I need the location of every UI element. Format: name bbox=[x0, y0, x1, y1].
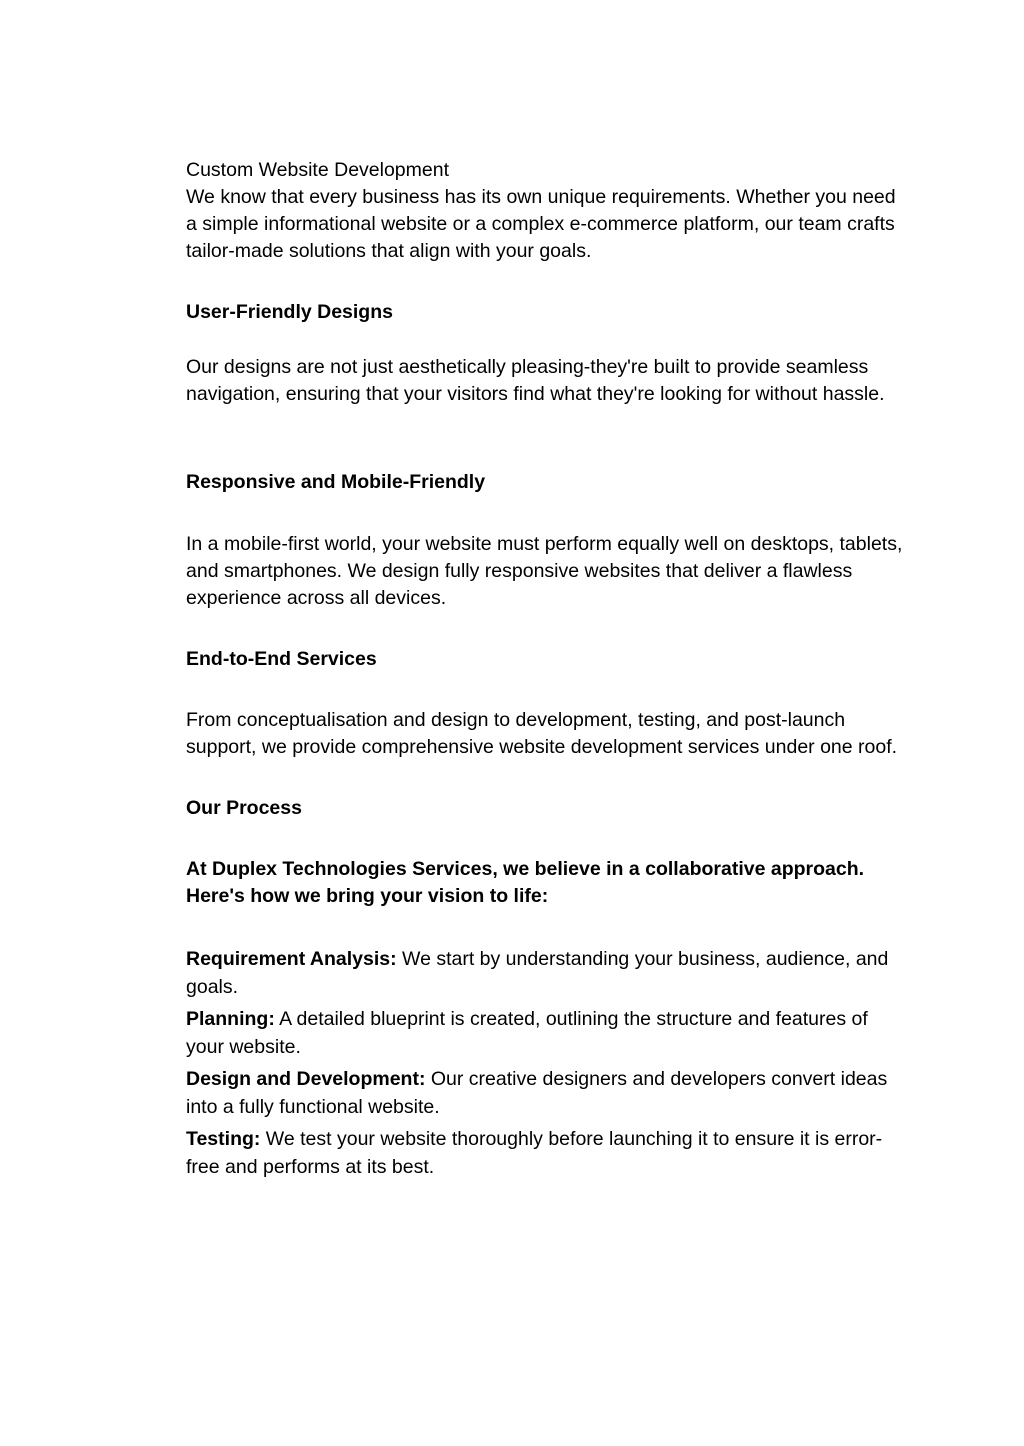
step-text: We test your website thoroughly before launching it to ensure it is error-free and performs at its best. bbox=[186, 1128, 883, 1178]
heading-our-process: Our Process bbox=[186, 797, 302, 819]
process-step bbox=[186, 945, 906, 1001]
heading-responsive: Responsive and Mobile-Friendly bbox=[186, 471, 486, 493]
step-text: A detailed blueprint is created, outlining the structure and features of your website. bbox=[186, 1008, 868, 1058]
document-page bbox=[186, 157, 906, 1185]
heading-end-to-end: End-to-End Services bbox=[186, 648, 377, 670]
step-label: Planning: bbox=[186, 1008, 275, 1030]
paragraph-responsive: In a mobile-first world, your website must perform equally well on desktops, tablets, and smartphones. We design fully responsive websites that deliver a flawless experience across all devices. bbox=[186, 533, 903, 609]
step-text: We start by understanding your business, audience, and goals. bbox=[186, 948, 889, 998]
step-text: Our creative designers and developers convert ideas into a fully functional website. bbox=[186, 1068, 888, 1118]
step-label: Design and Development: bbox=[186, 1068, 426, 1090]
paragraph-user-friendly: Our designs are not just aesthetically pleasing-they're built to provide seamless navigation, ensuring that your visitors find what they're looking for without hassle. bbox=[186, 356, 885, 405]
process-lead: At Duplex Technologies Services, we believe in a collaborative approach. Here's how we bring your vision to life: bbox=[186, 858, 865, 907]
paragraph-end-to-end: From conceptualisation and design to development, testing, and post-launch support, we provide comprehensive website development services under one roof. bbox=[186, 709, 898, 758]
process-steps bbox=[186, 945, 906, 1181]
step-label: Testing: bbox=[186, 1128, 261, 1150]
heading-user-friendly: User-Friendly Designs bbox=[186, 301, 393, 323]
intro-title: Custom Website Development bbox=[186, 159, 450, 181]
intro-body: We know that every business has its own unique requirements. Whether you need a simple informational website or a complex e-commerce platform, our team crafts tailor-made solutions that align with your goals. bbox=[186, 186, 896, 262]
step-label: Requirement Analysis: bbox=[186, 948, 397, 970]
process-step bbox=[186, 1065, 906, 1121]
process-step bbox=[186, 1125, 906, 1181]
process-step bbox=[186, 1005, 906, 1061]
